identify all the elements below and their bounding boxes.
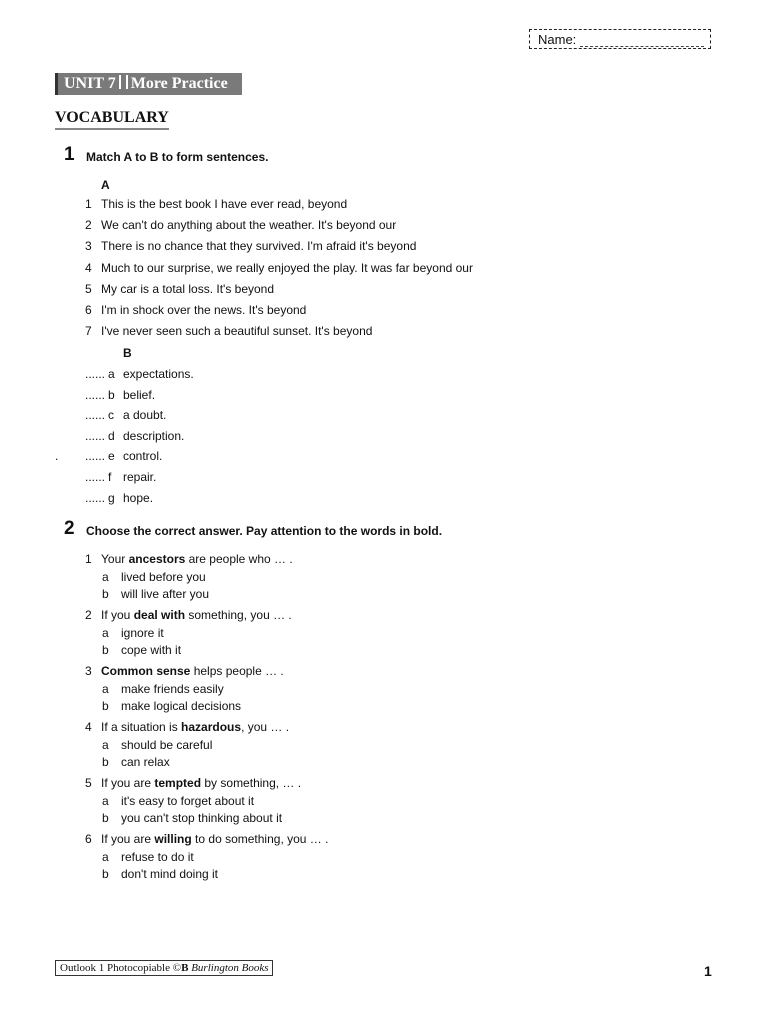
item-letter: c: [108, 408, 114, 423]
question-number: 2: [85, 608, 92, 622]
unit-title: More Practice: [130, 75, 228, 92]
keyword: deal with: [133, 608, 186, 622]
option-text: don't mind doing it: [121, 867, 219, 882]
option-text: make logical decisions: [121, 699, 242, 714]
item-number: 7: [85, 324, 92, 339]
exercise-2-instruction: Choose the correct answer. Pay attention to the words in bold.: [86, 524, 443, 538]
stem-pre: If you are: [101, 776, 155, 790]
stray-mark: .: [55, 449, 59, 463]
question-stem: [101, 832, 328, 846]
item-number: 4: [85, 260, 92, 275]
stem-post: to do something, you … .: [191, 832, 329, 846]
item-number: 6: [85, 303, 92, 317]
item-number: 3: [85, 239, 92, 254]
item-letter: f: [108, 470, 112, 484]
option-letter: b: [102, 867, 109, 882]
answer-blank: ......: [85, 449, 106, 464]
footer-brand-mark: B: [181, 962, 189, 974]
item-letter: d: [108, 428, 115, 443]
name-field[interactable]: [529, 29, 711, 49]
unit-banner: [55, 73, 242, 95]
name-line: [580, 46, 704, 47]
option-letter: b: [102, 643, 109, 658]
option-letter: a: [102, 570, 109, 584]
stem-post: are people who … .: [185, 552, 293, 566]
item-text: We can't do anything about the weather. It's beyond our: [101, 218, 397, 233]
option-text: cope with it: [121, 643, 182, 658]
question-stem: [101, 608, 292, 622]
exercise-1-number: 1: [64, 144, 75, 165]
name-label: Name:: [538, 32, 577, 47]
option-letter: a: [102, 794, 109, 808]
option-letter: b: [102, 587, 109, 602]
option-letter: a: [102, 626, 109, 640]
exercise-2-number: 2: [64, 518, 75, 539]
option-text: it's easy to forget about it: [121, 794, 255, 808]
option-letter: b: [102, 811, 109, 826]
keyword: ancestors: [128, 552, 186, 566]
column-b-heading: B: [123, 346, 132, 360]
item-text: I've never seen such a beautiful sunset. It's beyond: [101, 324, 373, 339]
exercise-1-instruction: Match A to B to form sentences.: [86, 150, 269, 164]
item-text: This is the best book I have ever read, beyond: [101, 197, 348, 211]
question-stem: [101, 552, 293, 566]
item-text: Much to our surprise, we really enjoyed the play. It was far beyond our: [101, 260, 473, 275]
option-letter: a: [102, 738, 109, 752]
item-letter: b: [108, 387, 115, 402]
option-text: will live after you: [121, 587, 210, 602]
stem-post: something, you … .: [185, 608, 292, 622]
answer-blank: ......: [85, 408, 106, 423]
answer-blank: ......: [85, 367, 106, 381]
stem-pre: If you: [101, 608, 134, 622]
keyword: willing: [154, 832, 192, 846]
column-a-heading: A: [101, 178, 110, 192]
option-letter: a: [102, 850, 109, 864]
question-stem: [101, 776, 301, 790]
item-text: expectations.: [123, 367, 194, 381]
option-text: you can't stop thinking about it: [121, 811, 283, 826]
question-number: 4: [85, 720, 92, 734]
question-stem: [101, 664, 284, 678]
option-text: ignore it: [121, 626, 164, 640]
stem-pre: Your: [101, 552, 129, 566]
stem-post: helps people … .: [190, 664, 284, 678]
item-text: belief.: [123, 387, 156, 402]
question-number: 3: [85, 664, 92, 678]
item-text: description.: [123, 428, 185, 443]
item-number: 5: [85, 281, 92, 296]
keyword: hazardous: [181, 720, 242, 734]
item-text: a doubt.: [123, 408, 167, 423]
item-text: There is no chance that they survived. I'm afraid it's beyond: [101, 239, 417, 254]
item-text: hope.: [123, 490, 154, 505]
item-text: repair.: [123, 470, 157, 484]
page-number: 1: [704, 963, 712, 979]
option-letter: a: [102, 682, 109, 696]
option-text: make friends easily: [121, 682, 224, 696]
footer-brand: Burlington Books: [191, 962, 269, 974]
option-text: can relax: [121, 755, 170, 770]
stem-post: , you … .: [241, 720, 290, 734]
option-letter: b: [102, 755, 109, 770]
answer-blank: ......: [85, 387, 106, 402]
footer-credit: [55, 960, 273, 976]
section-title: VOCABULARY: [55, 109, 169, 130]
stem-pre: If you are: [101, 832, 155, 846]
item-letter: a: [108, 367, 115, 381]
question-number: 6: [85, 832, 92, 846]
question-number: 5: [85, 776, 92, 790]
option-text: should be careful: [121, 738, 213, 752]
option-text: refuse to do it: [121, 850, 194, 864]
answer-blank: ......: [85, 470, 106, 484]
item-text: I'm in shock over the news. It's beyond: [101, 303, 307, 317]
unit-number: UNIT 7: [64, 75, 116, 92]
unit-separator: [119, 75, 128, 89]
item-number: 2: [85, 218, 92, 233]
keyword: tempted: [154, 776, 202, 790]
item-text: My car is a total loss. It's beyond: [101, 281, 275, 296]
stem-pre: If a situation is: [101, 720, 182, 734]
item-letter: g: [108, 490, 115, 505]
option-text: lived before you: [121, 570, 206, 584]
keyword: Common sense: [101, 664, 191, 678]
footer-text: Outlook 1 Photocopiable ©: [60, 962, 182, 974]
answer-blank: ......: [85, 490, 106, 505]
option-letter: b: [102, 699, 109, 714]
item-text: control.: [123, 449, 163, 464]
question-number: 1: [85, 552, 92, 566]
item-number: 1: [85, 197, 92, 211]
stem-post: by something, … .: [201, 776, 302, 790]
answer-blank: ......: [85, 428, 106, 443]
item-letter: e: [108, 449, 115, 464]
question-stem: [101, 720, 289, 734]
